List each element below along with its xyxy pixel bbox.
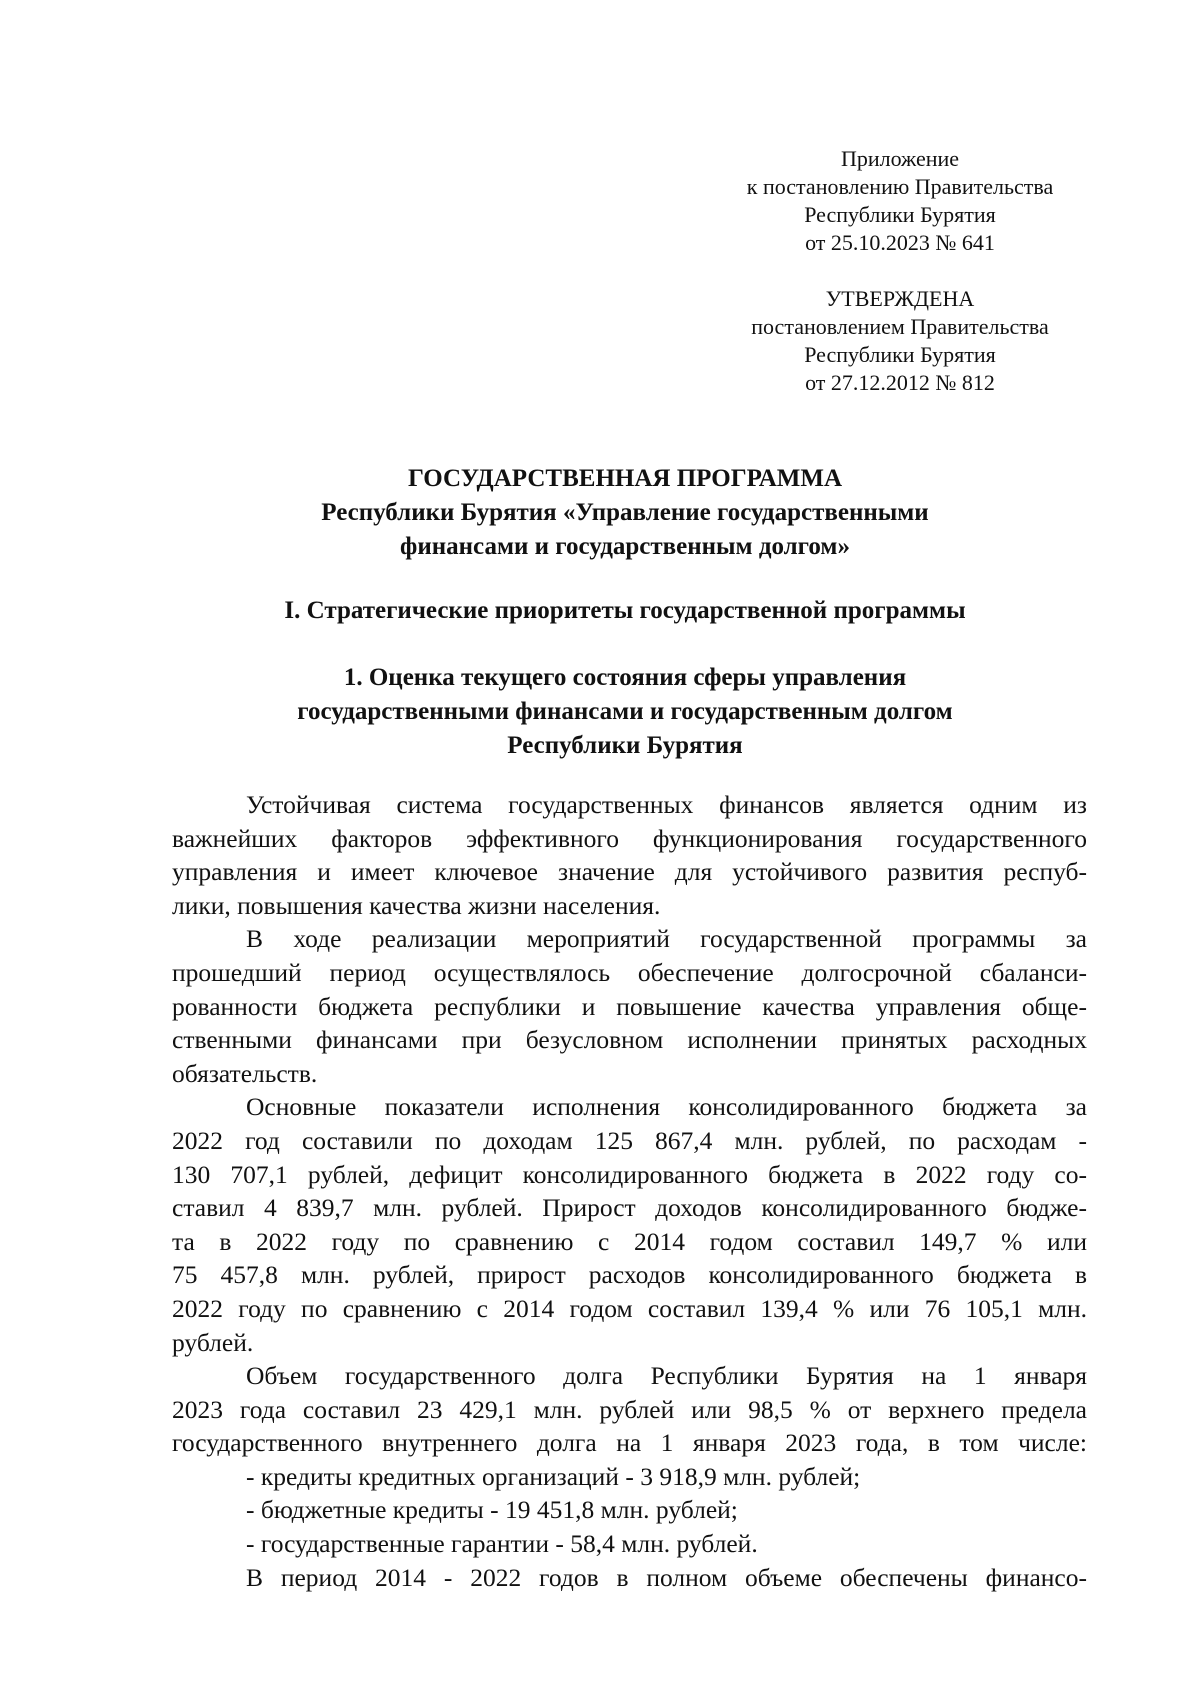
appendix-line: Республики Бурятия — [804, 202, 996, 227]
body-line: управления и имеет ключевое значение для устойчивого развития респуб- — [172, 857, 1087, 887]
title-line: ГОСУДАРСТВЕННАЯ ПРОГРАММА — [407, 465, 843, 492]
body-line: - государственные гарантии - 58,4 млн. рублей. — [246, 1529, 758, 1559]
body-text — [172, 788, 1087, 1594]
body-line: Основные показатели исполнения консолидированного бюджета за — [246, 1092, 1087, 1122]
title-line: Республики Бурятия «Управление государственными — [321, 499, 929, 526]
body-line: 75 457,8 млн. рублей, прирост расходов консолидированного бюджета в — [172, 1260, 1087, 1290]
body-line: Устойчивая система государственных финансов является одним из — [246, 790, 1087, 819]
subsection-heading-line: 1. Оценка текущего состояния сферы управления — [343, 664, 907, 691]
body-line: ственными финансами при безусловном исполнении принятых расходных — [172, 1025, 1087, 1055]
body-line: - бюджетные кредиты - 19 451,8 млн. рублей; — [246, 1495, 738, 1525]
approval-line: постановлением Правительства — [751, 314, 1049, 339]
body-line: важнейших факторов эффективного функционирования государственного — [172, 823, 1087, 853]
body-line: 130 707,1 рублей, дефицит консолидированного бюджета в 2022 году со- — [172, 1159, 1087, 1189]
subsection-heading — [160, 661, 1090, 763]
body-line: рублей. — [172, 1327, 254, 1357]
body-line: ставил 4 839,7 млн. рублей. Прирост доходов консолидированного бюдже- — [172, 1193, 1087, 1223]
approval-line: УТВЕРЖДЕНА — [825, 286, 975, 311]
body-line: 2022 году по сравнению с 2014 годом составил 139,4 % или 76 105,1 млн. — [172, 1293, 1087, 1323]
body-line: - кредиты кредитных организаций - 3 918,9 млн. рублей; — [246, 1461, 861, 1491]
body-line: лики, повышения качества жизни населения. — [172, 890, 661, 920]
appendix-line: от 25.10.2023 № 641 — [805, 230, 995, 255]
appendix-block — [700, 145, 1100, 257]
appendix-line: Приложение — [840, 146, 960, 171]
body-line: обязательств. — [172, 1058, 318, 1088]
subsection-heading-line: государственными финансами и государственным долгом — [297, 698, 953, 725]
appendix-line: к постановлению Правительства — [746, 174, 1054, 199]
body-line: В период 2014 - 2022 годов в полном объеме обеспечены финансо- — [246, 1562, 1087, 1592]
body-line: 2022 год составили по доходам 125 867,4 млн. рублей, по расходам - — [172, 1125, 1087, 1155]
body-line: Объем государственного долга Республики Бурятия на 1 января — [246, 1361, 1087, 1391]
approval-line: от 27.12.2012 № 812 — [805, 370, 995, 395]
approval-block — [700, 285, 1100, 397]
body-line: государственного внутреннего долга на 1 января 2023 года, в том числе: — [172, 1428, 1087, 1458]
title-line: финансами и государственным долгом» — [400, 533, 850, 560]
document-title — [160, 462, 1090, 564]
body-line: В ходе реализации мероприятий государственной программы за — [246, 924, 1087, 954]
body-line: 2023 года составил 23 429,1 млн. рублей или 98,5 % от верхнего предела — [172, 1394, 1087, 1424]
body-line: та в 2022 году по сравнению с 2014 годом составил 149,7 % или — [172, 1226, 1087, 1256]
approval-line: Республики Бурятия — [804, 342, 996, 367]
subsection-heading-line: Республики Бурятия — [507, 732, 743, 759]
body-line: рованности бюджета республики и повышение качества управления обще- — [172, 991, 1087, 1021]
section-heading: I. Стратегические приоритеты государственной программы — [284, 597, 966, 624]
body-line: прошедший период осуществлялось обеспечение долгосрочной сбаланси- — [172, 957, 1087, 987]
